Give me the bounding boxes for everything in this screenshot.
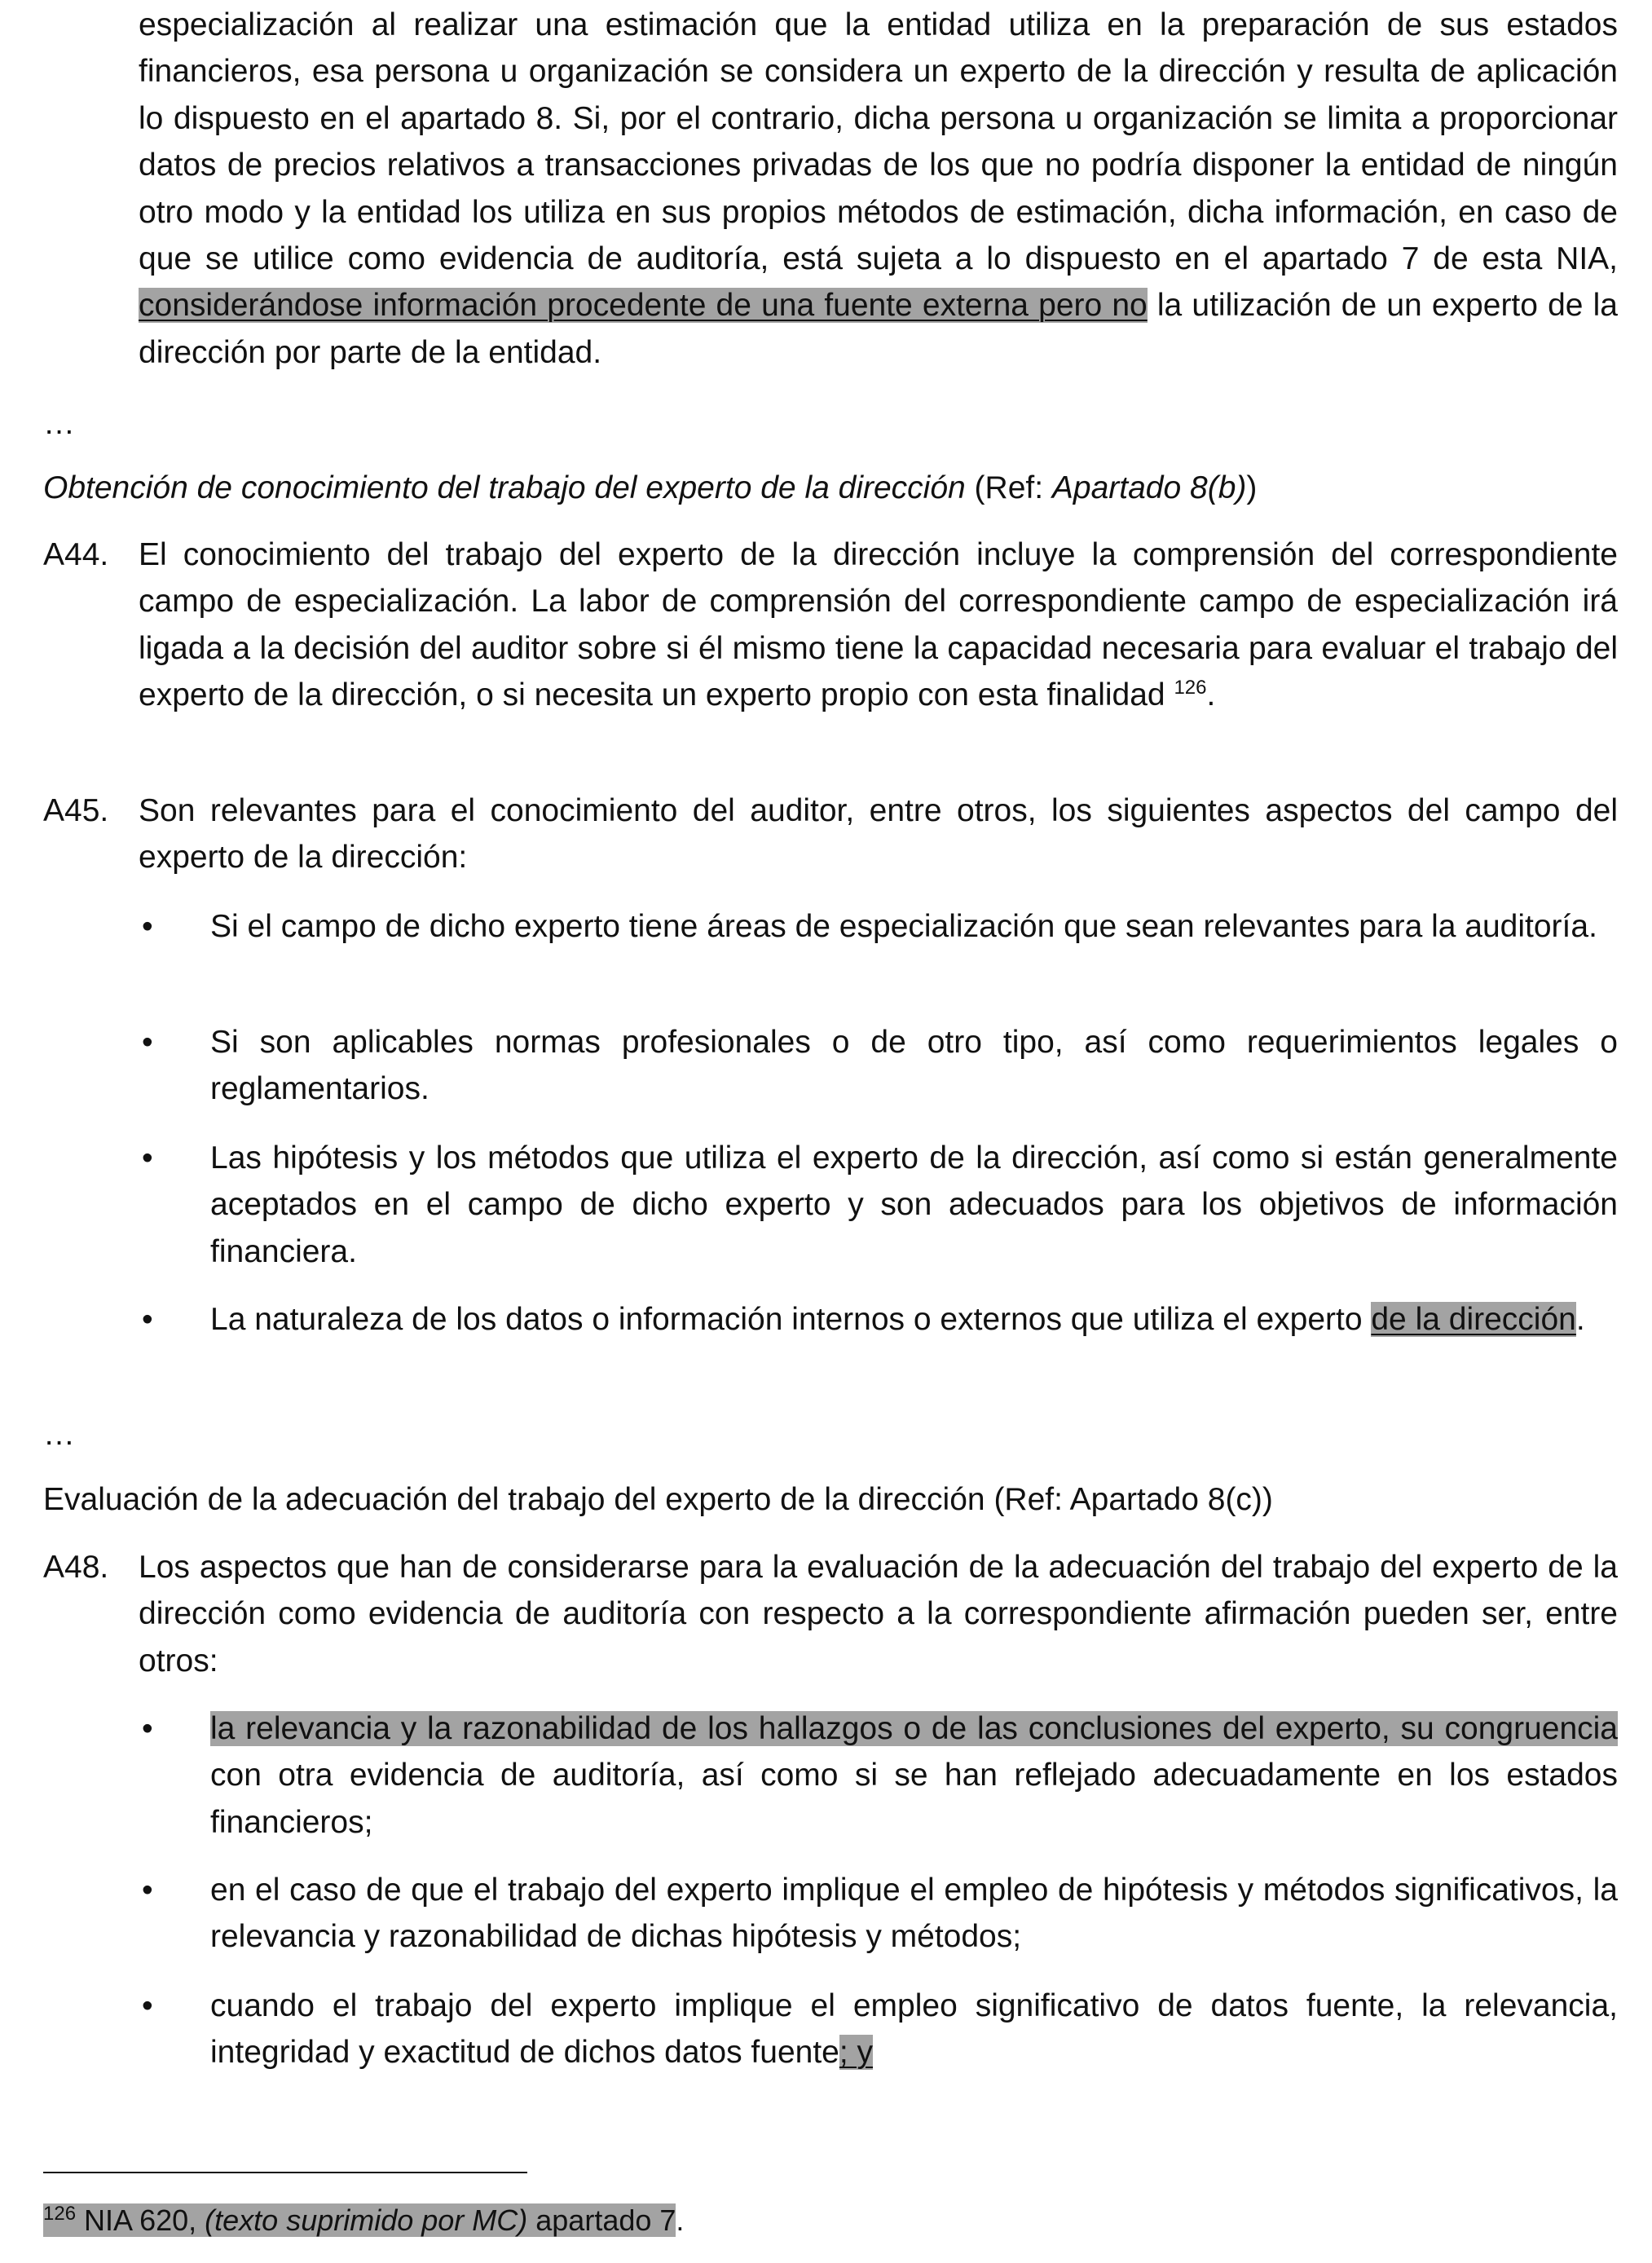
ellipsis: … — [43, 406, 75, 441]
bullet-item — [210, 1296, 1618, 1343]
paragraph-a48: Los aspectos que han de considerarse para la evaluación de la adecuación del trabajo del experto de la dirección como evidencia de auditoría con respecto a la correspondiente afirmación pueden ser, entre otros: — [139, 1550, 1618, 1679]
highlighted-text: ; y — [839, 2035, 874, 2071]
paragraph-text: especialización al realizar una estimación que la entidad utiliza en la preparación de sus estados financieros, esa persona u organización se considera un experto de la dirección y resulta de aplicación lo dispuesto en el apartado 8. Si, por el contrario, dicha persona u organización se limita a proporcionar datos de precios relativos a transacciones privadas de los que no podría disponer la entidad de ningún otro modo y la entidad los utiliza en sus propios métodos de estimación, dicha información, en caso de que se utilice como evidencia de auditoría, está sujeta a lo dispuesto en el apartado 7 de esta NIA, — [139, 7, 1618, 277]
heading-italic-text: Obtención de conocimiento del trabajo del experto de la dirección — [43, 470, 966, 505]
highlighted-text: considerándose información procedente de una fuente externa pero no — [139, 288, 1148, 324]
bullet-item: Las hipótesis y los métodos que utiliza el experto de la dirección, así como si están generalmente aceptados en el campo de dicho experto y son adecuados para los objetivos de información financiera. — [210, 1140, 1618, 1269]
footnote-text: apartado 7 — [527, 2203, 676, 2237]
bullet-text: . — [1575, 1302, 1585, 1337]
bullet-symbol: • — [142, 1988, 153, 2023]
bullet-text: cuando el trabajo del experto implique el empleo significativo de datos fuente, la relevancia, integridad y exactitud de dichos datos fuente — [210, 1988, 1618, 2071]
section-heading — [43, 465, 1618, 511]
paragraph-text: la utilización de un experto de la dirección por parte de la entidad. — [139, 288, 1618, 370]
footnote-number: 126 — [43, 2203, 77, 2225]
continuation-paragraph — [139, 2, 1618, 376]
bullet-symbol: • — [142, 1025, 153, 1060]
paragraph-text: El conocimiento del trabajo del experto de la dirección incluye la comprensión del correspondiente campo de especialización. La labor de comprensión del correspondiente campo de especialización irá ligada a la decisión del auditor sobre si él mismo tiene la capacidad necesaria para evaluar el trabajo del experto de la dirección, o si necesita un experto propio con esta finalidad — [139, 537, 1618, 713]
heading-ref-text: ) — [1246, 470, 1258, 505]
bullet-symbol: • — [142, 909, 153, 944]
paragraph-number: A44. — [43, 537, 109, 572]
paragraph-text: . — [1206, 677, 1216, 713]
bullet-text: con otra evidencia de auditoría, así como si se han reflejado adecuadamente en los estados financieros; — [210, 1758, 1618, 1840]
highlighted-text: de la dirección — [1371, 1302, 1576, 1337]
bullet-item — [210, 1705, 1618, 1846]
paragraph-number: A48. — [43, 1550, 109, 1585]
bullet-item: Si son aplicables normas profesionales o de otro tipo, así como requerimientos legales o reglamentarios. — [210, 1025, 1618, 1107]
paragraph-a44 — [139, 532, 1618, 719]
section-heading: Evaluación de la adecuación del trabajo del experto de la dirección (Ref: Apartado 8(c)) — [43, 1482, 1273, 1517]
bullet-item: Si el campo de dicho experto tiene áreas de especialización que sean relevantes para la auditoría. — [210, 909, 1597, 944]
bullet-symbol: • — [142, 1873, 153, 1908]
bullet-symbol: • — [142, 1140, 153, 1176]
bullet-item: en el caso de que el trabajo del experto implique el empleo de hipótesis y métodos significativos, la relevancia y razonabilidad de dichas hipótesis y métodos; — [210, 1873, 1618, 1955]
footnote — [43, 2201, 684, 2240]
bullet-text: La naturaleza de los datos o información internos o externos que utiliza el experto — [210, 1302, 1372, 1337]
ellipsis: … — [43, 1417, 75, 1452]
bullet-symbol: • — [142, 1302, 153, 1337]
heading-ref-italic: Apartado 8(b) — [1051, 470, 1247, 505]
bullet-symbol: • — [142, 1711, 153, 1746]
footnote-text: NIA 620, — [76, 2203, 205, 2237]
footnote-text: . — [676, 2203, 685, 2237]
footnote-separator — [43, 2172, 527, 2173]
highlighted-text: la relevancia y la razonabilidad de los hallazgos o de las conclusiones del experto, su congruencia — [210, 1711, 1618, 1746]
paragraph-a45: Son relevantes para el conocimiento del auditor, entre otros, los siguientes aspectos del campo del experto de la dirección: — [139, 793, 1618, 876]
heading-ref-text: (Ref: — [965, 470, 1052, 505]
paragraph-number: A45. — [43, 793, 109, 828]
footnote-italic-text: (texto suprimido por MC) — [205, 2203, 528, 2237]
footnote-reference: 126 — [1174, 677, 1207, 699]
bullet-item — [210, 1983, 1618, 2076]
